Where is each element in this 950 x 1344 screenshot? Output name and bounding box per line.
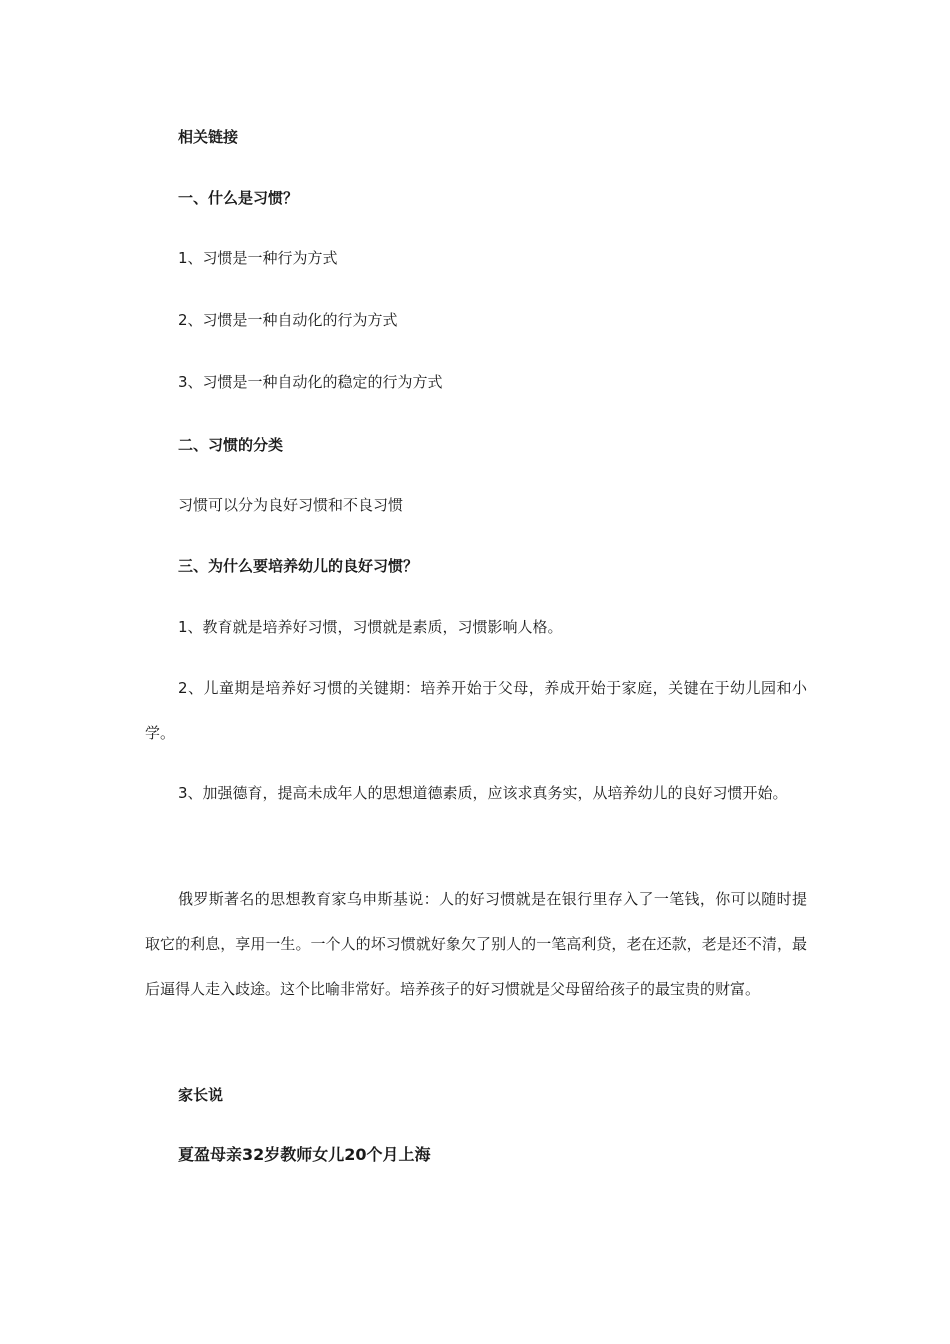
section3-heading: 三、为什么要培养幼儿的良好习惯？ [178, 557, 419, 575]
section2-text: 习惯可以分为良好习惯和不良习惯 [178, 496, 404, 514]
parents-say-heading: 家长说 [178, 1086, 224, 1104]
section1-item-1: 1、习惯是一种行为方式 [178, 249, 338, 267]
section1-item-3: 3、习惯是一种自动化的稳定的行为方式 [178, 373, 443, 391]
quote-paragraph: 俄罗斯著名的思想教育家乌申斯基说：人的好习惯就是在银行里存入了一笔钱，你可以随时提取它的利息，享用一生。一个人的坏习惯就好象欠了别人的一笔高利贷，老在还款，老是还不清，最后逼得人走入歧途。这个比喻非常好。培养孩子的好习惯就是父母留给孩子的最宝贵的财富。 [145, 890, 807, 998]
related-links-heading: 相关链接 [178, 128, 239, 146]
section1-item-2: 2、习惯是一种自动化的行为方式 [178, 311, 398, 329]
section3-item-3: 3、加强德育，提高未成年人的思想道德素质，应该求真务实，从培养幼儿的良好习惯开始。 [178, 784, 788, 802]
section3-item-1: 1、教育就是培养好习惯，习惯就是素质，习惯影响人格。 [178, 618, 563, 636]
speaker-line: 夏盈母亲32岁教师女儿20个月上海 [178, 1145, 431, 1164]
section1-heading: 一、什么是习惯？ [178, 189, 299, 207]
section3-item-2: 2、儿童期是培养好习惯的关键期：培养开始于父母，养成开始于家庭，关键在于幼儿园和小学。 [145, 679, 807, 742]
section2-heading: 二、习惯的分类 [178, 436, 284, 454]
